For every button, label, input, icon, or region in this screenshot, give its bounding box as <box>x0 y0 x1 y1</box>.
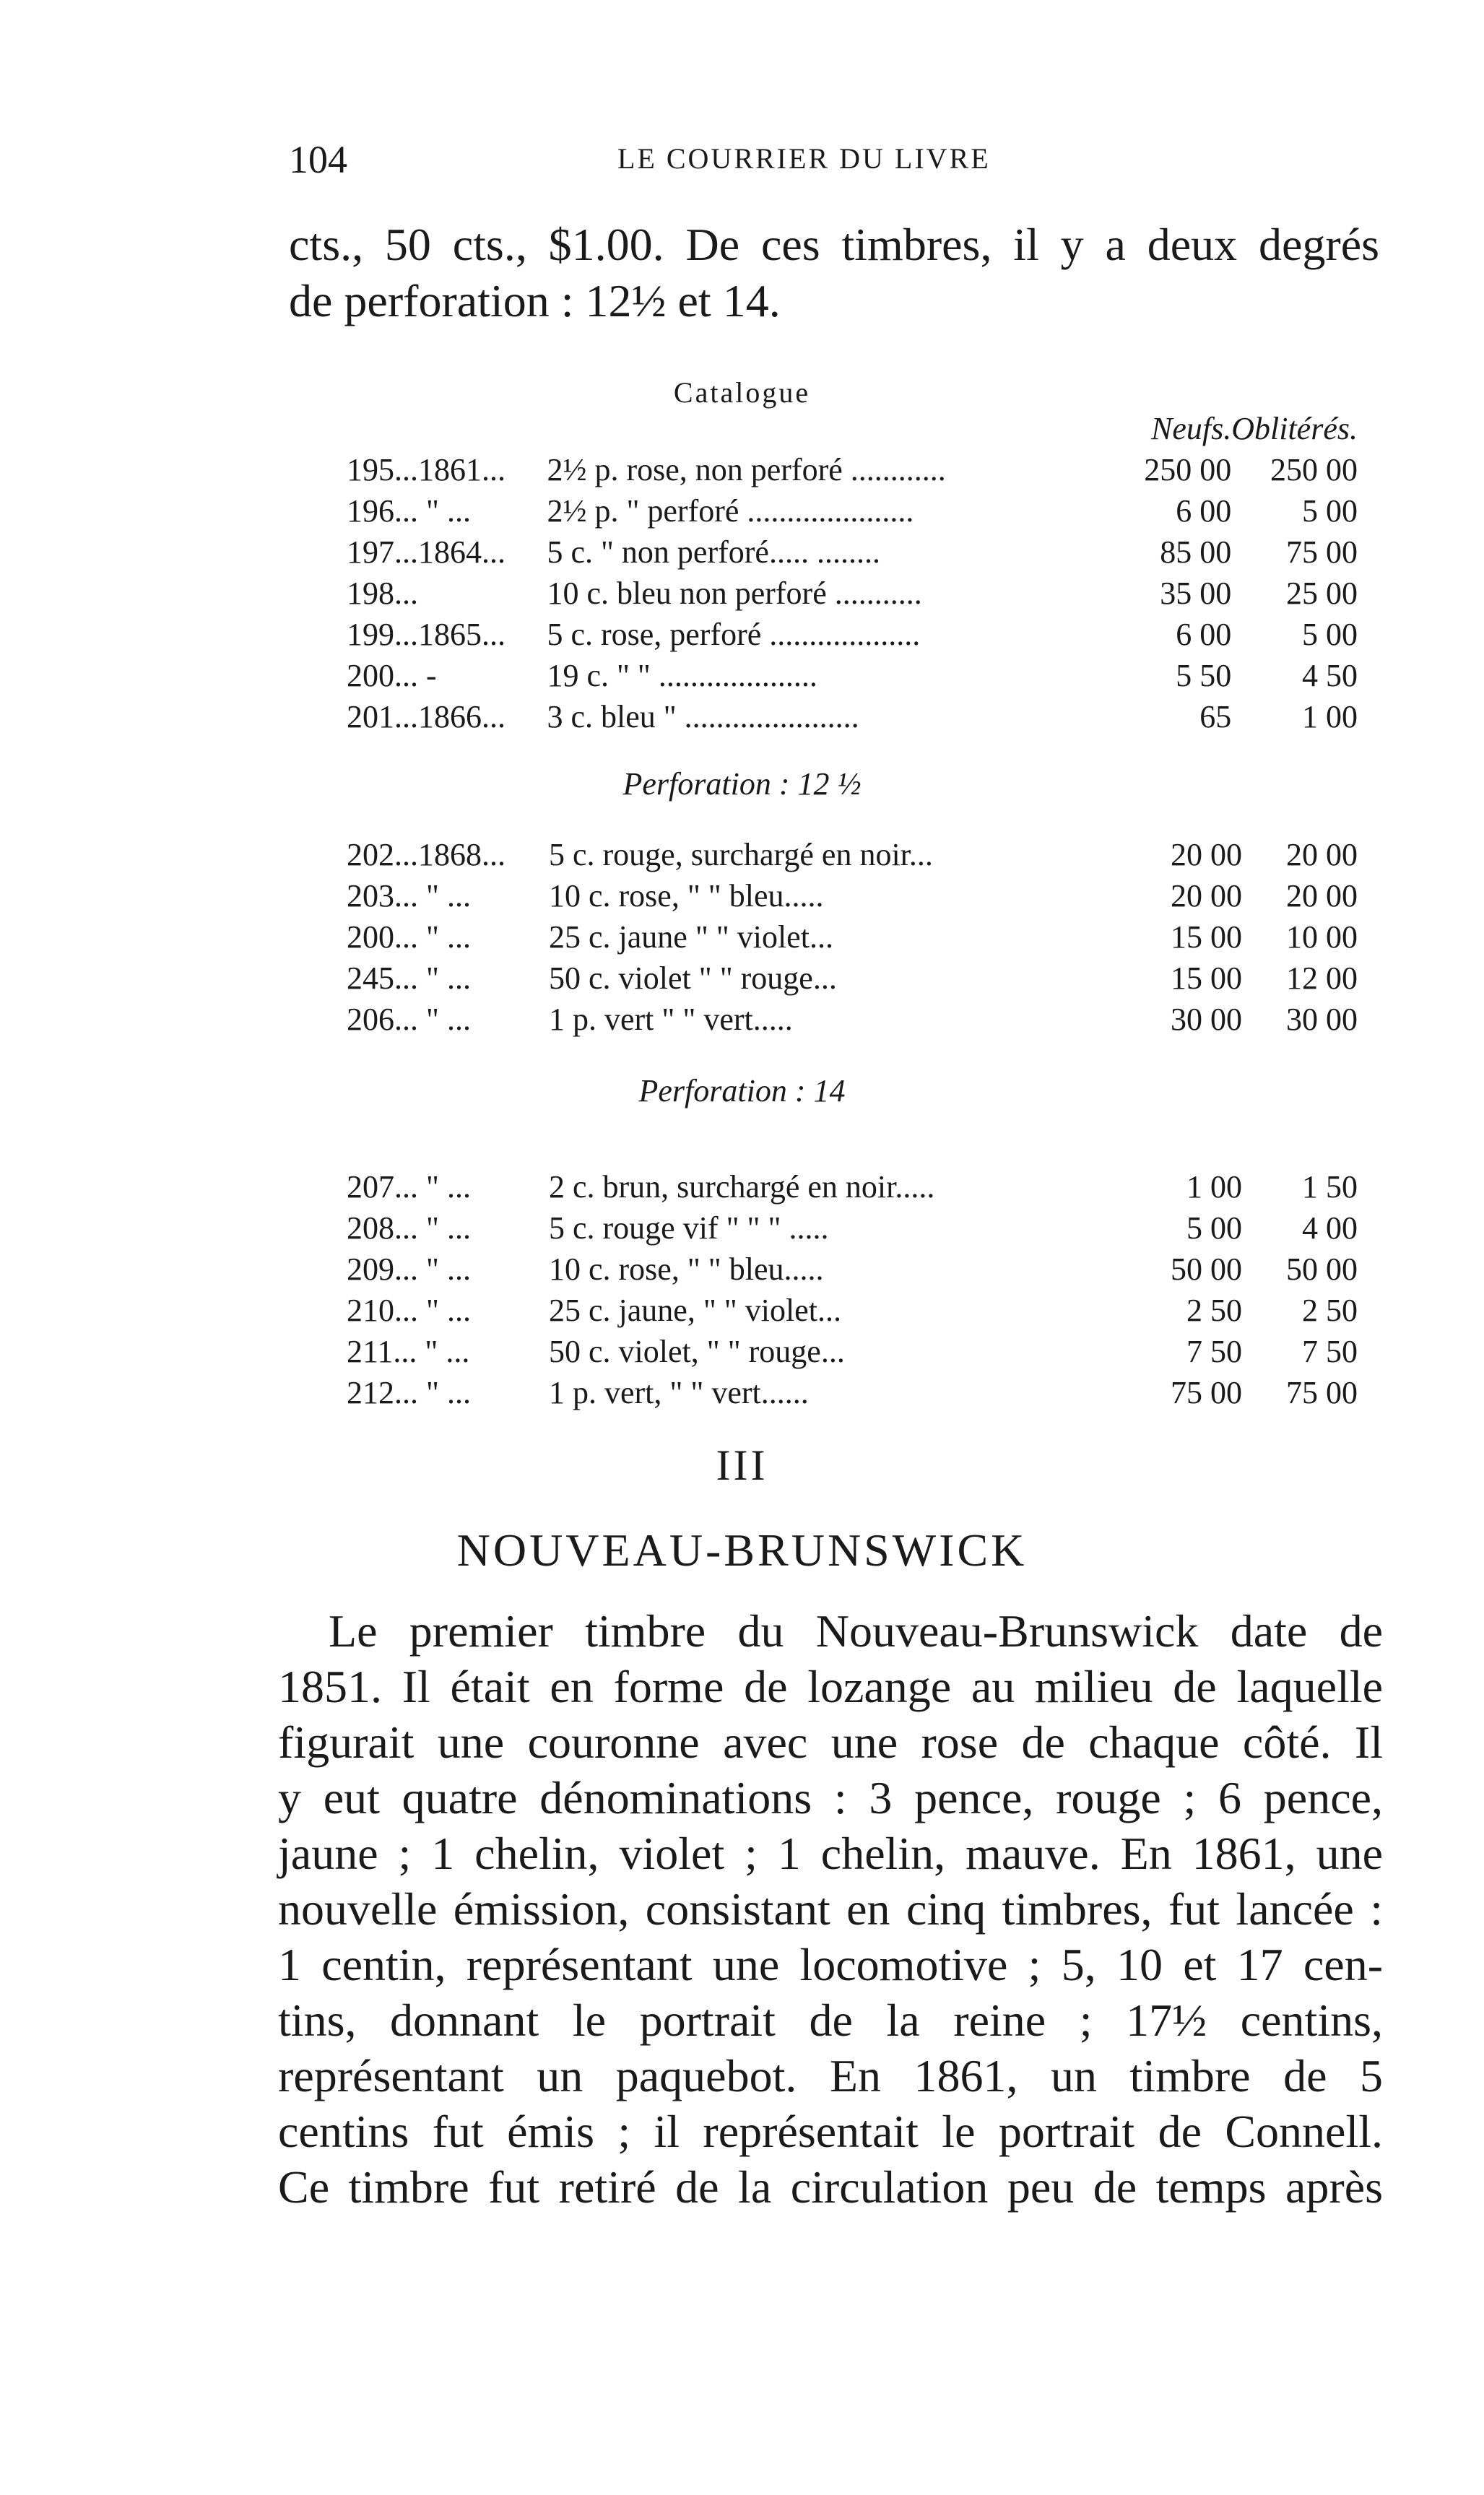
stamp-number: 202...1868... <box>347 837 505 872</box>
body-line: Ce timbre fut retiré de la circulation peu de temps après <box>278 2161 1383 2213</box>
intro-line-2: de perforation : 12½ et 14. <box>289 275 781 326</box>
price-neuf: 20 00 <box>1171 878 1242 914</box>
price-oblitere: 250 00 <box>1270 452 1358 487</box>
price-neuf: 7 50 <box>1186 1334 1242 1369</box>
body-line: tins, donnant le portrait de la reine ; 17½ centins, <box>278 1995 1383 2046</box>
body-line: jaune ; 1 chelin, violet ; 1 chelin, mauve. En 1861, une <box>278 1828 1383 1879</box>
price-oblitere: 5 00 <box>1302 617 1358 652</box>
intro-line-1: cts., 50 cts., $1.00. De ces timbres, il y a deux degrés <box>289 219 1379 270</box>
page-number: 104 <box>289 138 347 181</box>
stamp-number: 200... - <box>347 658 437 693</box>
price-oblitere: 75 00 <box>1286 534 1358 570</box>
price-oblitere: 10 00 <box>1286 919 1358 955</box>
price-neuf: 250 00 <box>1144 452 1232 487</box>
price-oblitere: 30 00 <box>1286 1002 1358 1037</box>
catalogue-row <box>347 614 1358 655</box>
stamp-number: 195...1861... <box>347 452 505 487</box>
catalogue-row <box>347 1290 1358 1331</box>
price-neuf: 35 00 <box>1160 576 1232 611</box>
catalogue-row <box>347 573 1358 614</box>
stamp-description: 3 c. bleu " ...................... <box>547 699 859 734</box>
stamp-description: 50 c. violet, " " rouge... <box>549 1334 845 1369</box>
stamp-description: 25 c. jaune " " violet... <box>549 919 833 955</box>
catalogue-row <box>347 696 1358 737</box>
body-line: centins fut émis ; il représentait le portrait de Connell. <box>278 2106 1383 2157</box>
perforation-label-2: Perforation : 14 <box>638 1073 846 1108</box>
price-oblitere: 25 00 <box>1286 576 1358 611</box>
catalogue-row <box>347 1249 1358 1290</box>
catalogue-table-1 <box>347 408 1358 737</box>
price-oblitere: 1 50 <box>1302 1169 1358 1205</box>
price-neuf: 30 00 <box>1171 1002 1242 1037</box>
column-obliteres: Oblitérés. <box>1231 411 1358 446</box>
price-oblitere: 4 00 <box>1302 1210 1358 1246</box>
stamp-number: 201...1866... <box>347 699 505 734</box>
stamp-number: 209... " ... <box>347 1251 471 1287</box>
price-neuf: 5 50 <box>1176 658 1232 693</box>
perforation-label-1: Perforation : 12 ½ <box>622 766 862 802</box>
column-neufs: Neufs. <box>1150 411 1232 446</box>
price-neuf: 15 00 <box>1171 919 1242 955</box>
price-oblitere: 20 00 <box>1286 837 1358 872</box>
catalogue-table-3 <box>347 1166 1358 1413</box>
section-title: NOUVEAU-BRUNSWICK <box>456 1524 1028 1576</box>
price-neuf: 5 00 <box>1186 1210 1242 1246</box>
stamp-description: 25 c. jaune, " " violet... <box>549 1293 841 1328</box>
stamp-number: 210... " ... <box>347 1293 471 1328</box>
catalogue-row <box>347 916 1358 958</box>
catalogue-row <box>347 958 1358 999</box>
stamp-description: 10 c. rose, " " bleu..... <box>549 1251 824 1287</box>
price-neuf: 75 00 <box>1171 1375 1242 1410</box>
stamp-description: 2½ p. " perforé ..................... <box>547 493 914 529</box>
stamp-number: 200... " ... <box>347 919 471 955</box>
stamp-description: 1 p. vert " " vert..... <box>549 1002 793 1037</box>
stamp-description: 10 c. bleu non perforé ........... <box>547 576 922 611</box>
price-oblitere: 12 00 <box>1286 960 1358 996</box>
catalogue-row <box>347 1372 1358 1413</box>
stamp-description: 10 c. rose, " " bleu..... <box>549 878 824 914</box>
price-neuf: 6 00 <box>1176 493 1232 529</box>
stamp-description: 19 c. " " .................... <box>547 658 817 693</box>
stamp-number: 207... " ... <box>347 1169 471 1205</box>
price-neuf: 50 00 <box>1171 1251 1242 1287</box>
catalogue-row <box>347 449 1358 490</box>
body-line: Le premier timbre du Nouveau-Brunswick date de <box>329 1605 1383 1657</box>
intro-paragraph <box>289 217 1379 329</box>
body-line: figurait une couronne avec une rose de chaque côté. Il <box>278 1717 1383 1768</box>
body-line: nouvelle émission, consistant en cinq timbres, fut lancée : <box>278 1883 1383 1935</box>
body-line: représentant un paquebot. En 1861, un timbre de 5 <box>278 2050 1383 2101</box>
catalogue-row <box>347 531 1358 573</box>
catalogue-row <box>347 999 1358 1040</box>
page-header <box>289 137 1379 181</box>
price-neuf: 20 00 <box>1171 837 1242 872</box>
price-oblitere: 4 50 <box>1302 658 1358 693</box>
price-oblitere: 2 50 <box>1302 1293 1358 1328</box>
catalogue-row <box>347 1331 1358 1372</box>
catalogue-table-2 <box>347 834 1358 1040</box>
stamp-description: 5 c. rose, perforé ................... <box>547 617 921 652</box>
catalogue-row <box>347 490 1358 531</box>
stamp-number: 245... " ... <box>347 960 471 996</box>
stamp-number: 197...1864... <box>347 534 505 570</box>
stamp-number: 212... " ... <box>347 1375 471 1410</box>
price-neuf: 1 00 <box>1186 1169 1242 1205</box>
catalogue-row <box>347 1207 1358 1249</box>
stamp-description: 2½ p. rose, non perforé ............ <box>547 452 946 487</box>
price-oblitere: 50 00 <box>1286 1251 1358 1287</box>
stamp-number: 206... " ... <box>347 1002 471 1037</box>
stamp-description: 5 c. rouge, surchargé en noir... <box>549 837 933 872</box>
price-neuf: 2 50 <box>1186 1293 1242 1328</box>
body-line: y eut quatre dénominations : 3 pence, rouge ; 6 pence, <box>278 1772 1383 1823</box>
price-oblitere: 7 50 <box>1302 1334 1358 1369</box>
stamp-description: 5 c. rouge vif " " " ..... <box>549 1210 829 1246</box>
catalogue-title: Catalogue <box>673 376 811 409</box>
column-header-row <box>347 408 1358 449</box>
price-neuf: 6 00 <box>1176 617 1232 652</box>
stamp-number: 203... " ... <box>347 878 471 914</box>
price-oblitere: 1 00 <box>1302 699 1358 734</box>
stamp-description: 2 c. brun, surchargé en noir..... <box>549 1169 935 1205</box>
price-oblitere: 5 00 <box>1302 493 1358 529</box>
body-line: 1851. Il était en forme de lozange au milieu de laquelle <box>278 1661 1383 1712</box>
body-line: 1 centin, représentant une locomotive ; 5, 10 et 17 cen- <box>278 1939 1383 1990</box>
catalogue-row <box>347 875 1358 916</box>
stamp-number: 199...1865... <box>347 617 505 652</box>
stamp-number: 211... " ... <box>347 1334 470 1369</box>
stamp-number: 196... " ... <box>347 493 471 529</box>
stamp-description: 50 c. violet " " rouge... <box>549 960 837 996</box>
catalogue-row <box>347 834 1358 875</box>
stamp-description: 1 p. vert, " " vert...... <box>549 1375 809 1410</box>
running-title: LE COURRIER DU LIVRE <box>617 142 991 175</box>
price-oblitere: 20 00 <box>1286 878 1358 914</box>
price-oblitere: 75 00 <box>1286 1375 1358 1410</box>
section-number: III <box>716 1441 768 1489</box>
price-neuf: 85 00 <box>1160 534 1232 570</box>
catalogue-row <box>347 1166 1358 1207</box>
catalogue-row <box>347 655 1358 696</box>
body-paragraph <box>278 1603 1383 2215</box>
price-neuf: 65 <box>1199 699 1232 734</box>
stamp-number: 208... " ... <box>347 1210 471 1246</box>
price-neuf: 15 00 <box>1171 960 1242 996</box>
stamp-number: 198... <box>347 576 418 611</box>
stamp-description: 5 c. " non perforé..... ........ <box>547 534 880 570</box>
